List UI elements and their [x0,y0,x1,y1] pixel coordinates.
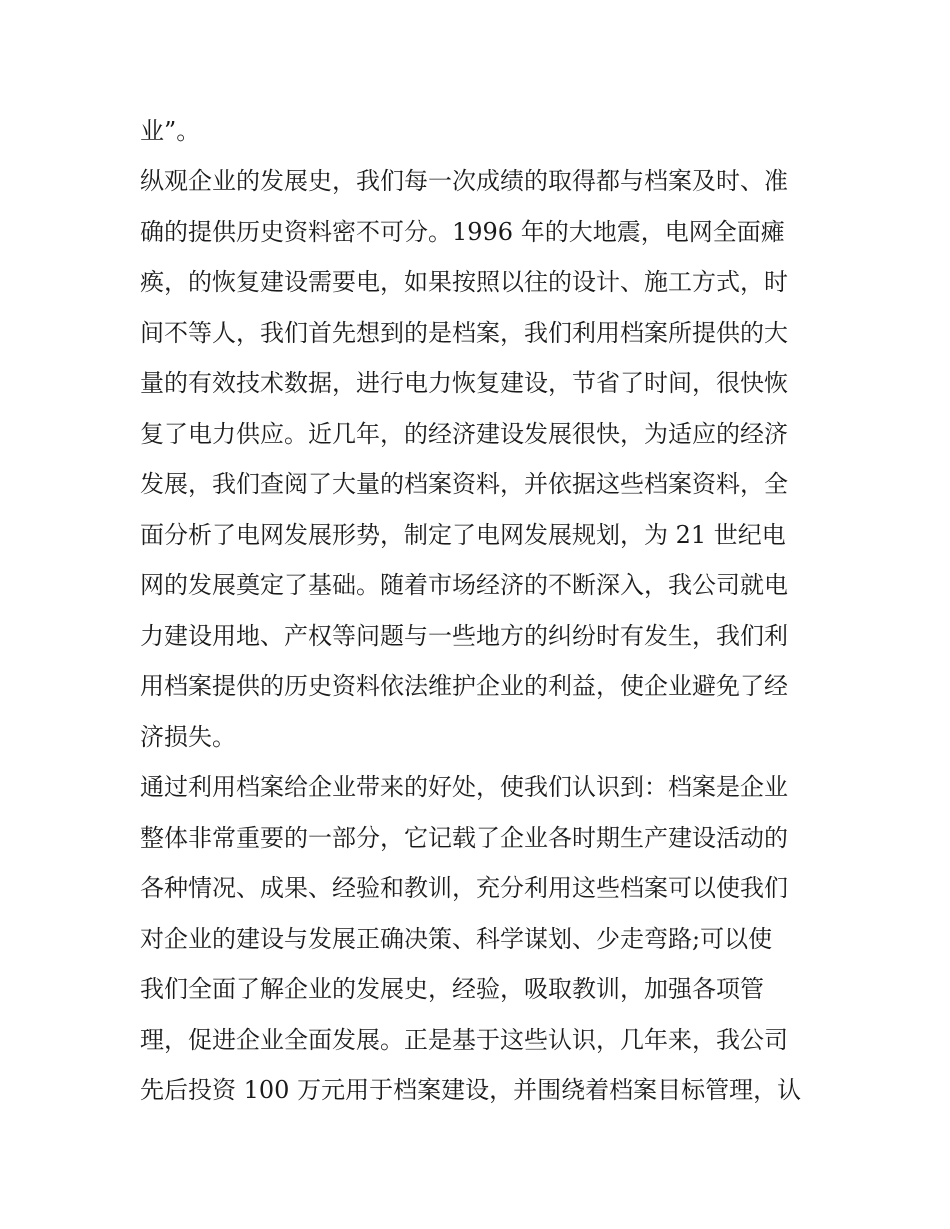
text-line-8: 发展，我们查阅了大量的档案资料，并依据这些档案资料，全 [140,470,788,498]
text-line-13: 济损失。 [140,723,236,751]
text-line-17: 对企业的建设与发展正确决策、科学谋划、少走弯路;可以使 [140,925,773,953]
text-line-5: 间不等人，我们首先想到的是档案，我们利用档案所提供的大 [140,319,788,347]
text-line-14: 通过利用档案给企业带来的好处，使我们认识到：档案是企业 [140,773,788,801]
text-line-15: 整体非常重要的一部分，它记载了企业各时期生产建设活动的 [140,824,788,852]
text-line-7: 复了电力供应。近几年，的经济建设发展很快，为适应的经济 [140,420,788,448]
text-line-20: 先后投资 100 万元用于档案建设，并围绕着档案目标管理，认 [140,1076,802,1104]
text-line-18: 我们全面了解企业的发展史，经验，吸取教训，加强各项管 [140,975,764,1003]
text-line-2: 纵观企业的发展史，我们每一次成绩的取得都与档案及时、准 [140,167,788,195]
text-line-10: 网的发展奠定了基础。随着市场经济的不断深入，我公司就电 [140,571,788,599]
text-line-6: 量的有效技术数据，进行电力恢复建设，节省了时间，很快恢 [140,369,788,397]
text-line-3: 确的提供历史资料密不可分。1996 年的大地震，电网全面瘫 [140,218,785,246]
text-line-1: 业”。 [140,117,201,145]
text-line-11: 力建设用地、产权等问题与一些地方的纠纷时有发生，我们利 [140,622,788,650]
text-line-12: 用档案提供的历史资料依法维护企业的利益，使企业避免了经 [140,672,788,700]
text-line-19: 理，促进企业全面发展。正是基于这些认识，几年来，我公司 [140,1026,788,1054]
text-line-4: 痪，的恢复建设需要电，如果按照以往的设计、施工方式，时 [140,268,788,296]
text-line-16: 各种情况、成果、经验和教训，充分利用这些档案可以使我们 [140,874,788,902]
text-line-9: 面分析了电网发展形势，制定了电网发展规划，为 21 世纪电 [140,521,786,549]
